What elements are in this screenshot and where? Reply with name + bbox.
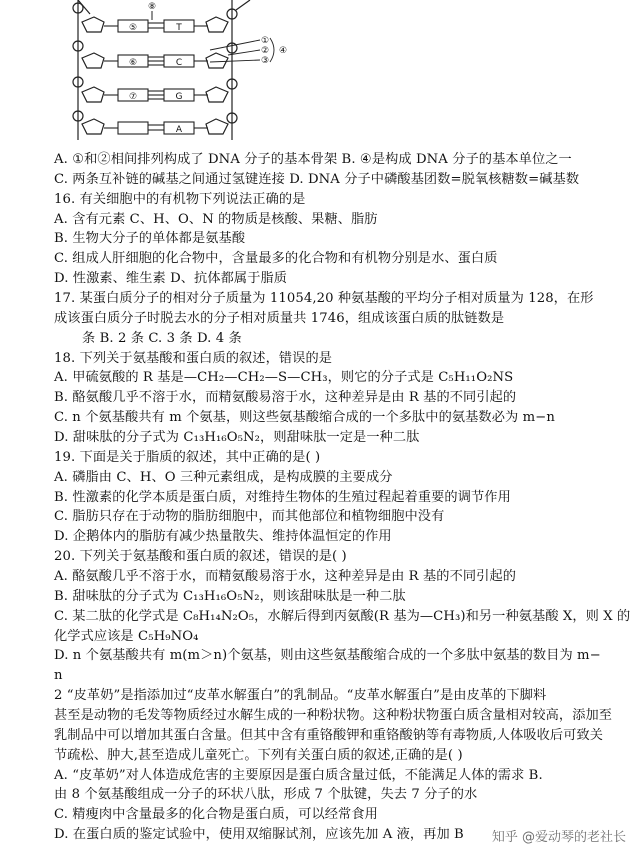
option-line: D. 甜味肽的分子式为 C₁₃H₁₆O₅N₂，则甜味肽一定是一种二肽 xyxy=(54,430,420,445)
question-19-stem: 19. 下面是关于脂质的叙述，其中正确的是( ) xyxy=(54,449,321,465)
option-line: B. 生物大分子的单体都是氨基酸 xyxy=(54,231,246,247)
text-line: A. ①和②相间排列构成了 DNA 分子的基本骨架 B. ④是构成 DNA 分子的基本单位之一 xyxy=(54,152,572,167)
text-line: 甚至是动物的毛发等物质经过水解生成的一种粉状物。这种粉状物蛋白质含量相对较高，添加至 xyxy=(54,708,613,723)
option-line: C. n 个氨基酸共有 m 个氨基，则这些氨基酸缩合成的一个多肽中的氨基数必为 m−n xyxy=(54,410,555,426)
dna-structure-diagram xyxy=(60,0,320,140)
option-line: C. 某二肽的化学式是 C₈H₁₄N₂O₅，水解后得到丙氨酸(R 基为—CH₃)和另一种氨基酸 X，则 X 的 xyxy=(54,608,631,624)
option-line: A. 含有元素 C、H、O、N 的物质是核酸、果糖、脂肪 xyxy=(54,211,378,227)
option-line: A. 甲硫氨酸的 R 基是—CH₂—CH₂—S—CH₃，则它的分子式是 C₅H₁₁O₂NS xyxy=(54,370,514,386)
option-line: A. “皮革奶”对人体造成危害的主要原因是蛋白质含量过低，不能满足人体的需求 B. xyxy=(54,767,543,783)
text-line: n xyxy=(54,668,63,684)
text-line: 成该蛋白质分子时脱去水的分子相对质量共 1746，组成该蛋白质的肽链数是 xyxy=(54,310,505,326)
option-line: 由 8 个氨基酸组成一分子的环状八肽，形成 7 个肽键，失去 7 分子的水 xyxy=(54,787,478,803)
left-backbone xyxy=(73,0,104,140)
option-line: D. n 个氨基酸共有 m(m＞n)个氨基，则由这些氨基酸缩合成的一个多肽中氨基的数目为 m− xyxy=(54,648,601,664)
question-17-stem: 17. 某蛋白质分子的相对分子质量为 11054,20 种氨基酸的平均分子相对质量为 128，在形 xyxy=(54,291,594,306)
callout-3-label: ③ xyxy=(261,56,270,66)
option-line: C. 脂肪只存在于动物的脂肪细胞中，而其他部位和植物细胞中没有 xyxy=(54,509,445,525)
base-label-num: ⑥ xyxy=(128,58,138,68)
question-20-stem: 20. 下列关于氨基酸和蛋白质的叙述，错误的是( ) xyxy=(54,549,347,565)
watermark: 知乎 @爱动琴的老社长 xyxy=(491,830,626,845)
text-line: 节疏松、肿大,甚至造成儿童死亡。下列有关蛋白质的叙述,正确的是( ) xyxy=(54,747,463,763)
base-label-letter: C xyxy=(175,58,183,68)
option-line: B. 甜味肽的分子式为 C₁₃H₁₆O₅N₂，则该甜味肽是一种二肽 xyxy=(54,588,406,604)
option-line: C. 组成人肝细胞的化合物中，含量最多的化合物和有机物分别是水、蛋白质 xyxy=(54,251,498,267)
text-line: 化学式应该是 C₅H₉NO₄ xyxy=(54,628,199,644)
option-line: D. 企鹅体内的脂肪有减少热量散失、维持体温恒定的作用 xyxy=(54,529,392,545)
callout-2-label: ② xyxy=(261,46,270,56)
text-line: 乳制品中可以增加其蛋白含量。但其中含有重铬酸钾和重铬酸钠等有毒物质,人体吸收后可致关 xyxy=(54,727,604,743)
option-line: B. 性激素的化学本质是蛋白质，对维持生物体的生殖过程起着重要的调节作用 xyxy=(54,489,511,505)
question-16-stem: 16. 有关细胞中的有机物下列说法正确的是 xyxy=(54,191,306,207)
right-backbone xyxy=(206,0,250,140)
question-21-stem: 2 “皮革奶”是指添加过“皮革水解蛋白”的乳制品。“皮革水解蛋白”是由皮革的下脚料 xyxy=(54,688,547,704)
option-line: C. 精瘦肉中含量最多的化合物是蛋白质，可以经常食用 xyxy=(54,807,378,823)
option-line: A. 酪氨酸几乎不溶于水，而精氨酸易溶于水，这种差异是由 R 基的不同引起的 xyxy=(54,569,517,584)
bracket-label: ④ xyxy=(279,46,288,56)
option-line: D. 在蛋白质的鉴定试验中，使用双缩脲试剂，应该先加 A 液，再加 B xyxy=(54,827,464,843)
base-label-letter: G xyxy=(175,92,183,102)
base-pairs xyxy=(104,20,208,134)
base-label-letter: A xyxy=(175,125,183,135)
base-label-num: ⑤ xyxy=(128,23,138,33)
top-marker-label: ⑧ xyxy=(147,2,157,12)
option-line: B. 酪氨酸几乎不溶于水，而精氨酸易溶于水，这种差异是由 R 基的不同引起的 xyxy=(54,390,517,406)
option-line: A. 磷脂由 C、H、O 三种元素组成，是构成膜的主要成分 xyxy=(54,469,393,485)
question-18-stem: 18. 下列关于氨基酸和蛋白质的叙述，错误的是 xyxy=(54,350,333,366)
callout-1-label: ① xyxy=(261,36,270,46)
base-label-num: ⑦ xyxy=(128,92,138,102)
base-label-letter: T xyxy=(176,23,182,33)
option-line: D. 性激素、维生素 D、抗体都属于脂质 xyxy=(54,271,288,287)
text-line: C. 两条互补链的碱基之间通过氢键连接 D. DNA 分子中磷酸基团数=脱氧核糖数=碱基数 xyxy=(54,171,580,187)
option-line: 条 B. 2 条 C. 3 条 D. 4 条 xyxy=(82,330,242,346)
